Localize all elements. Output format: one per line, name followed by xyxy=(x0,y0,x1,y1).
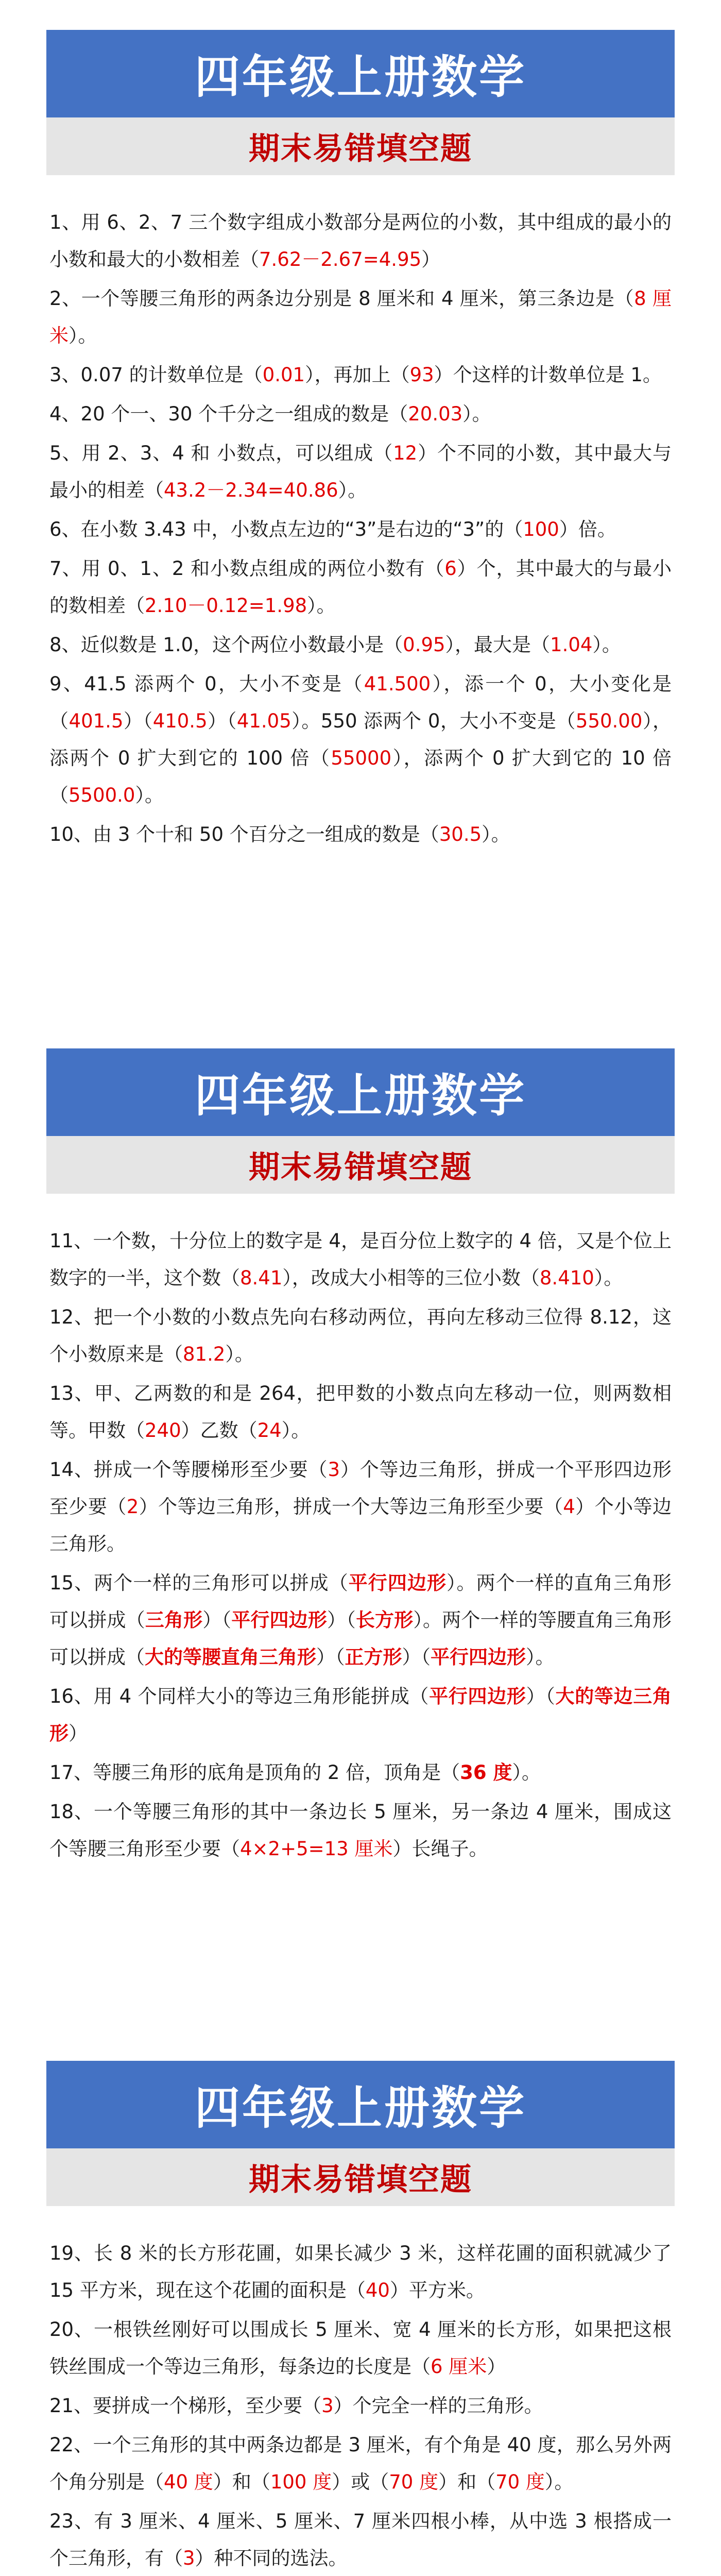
question-item xyxy=(49,396,672,433)
question-item xyxy=(49,511,672,548)
subtitle-banner: 期末易错填空题 xyxy=(46,1136,675,1194)
question-item xyxy=(49,204,672,278)
answer-text: 410.5 xyxy=(152,710,208,732)
question-text: ）个等边三角形，拼成一个平形四边形至少要（ xyxy=(49,1459,672,1518)
answer-text: 43.2－2.34=40.86 xyxy=(164,479,338,501)
question-text: ）和（ xyxy=(438,2471,496,2493)
question-item xyxy=(49,2311,672,2385)
question-text: ）（ xyxy=(202,1609,232,1631)
question-text: ）（ xyxy=(402,1646,431,1668)
answer-text: 长方形 xyxy=(355,1609,414,1631)
question-text: 5、用 2、3、4 和 小数点，可以组成（ xyxy=(49,442,393,464)
question-text: ）个，其中最大的与最小的数相差（ xyxy=(49,557,672,617)
question-text: ）或（ xyxy=(332,2471,389,2493)
question-text: ） xyxy=(421,248,441,270)
answer-text: 6 xyxy=(444,557,457,580)
section-2 xyxy=(0,1028,721,2038)
question-text: ）平方米。 xyxy=(389,2279,485,2301)
question-text: ）。 xyxy=(225,1343,254,1365)
answer-text: 81.2 xyxy=(183,1343,226,1365)
question-item xyxy=(49,2503,672,2576)
answer-text: 2.10－0.12=1.98 xyxy=(145,595,307,617)
question-text: ）（ xyxy=(123,710,153,732)
question-item xyxy=(49,1793,672,1868)
answer-text: 三角形 xyxy=(145,1609,203,1631)
answer-text: 12 xyxy=(393,442,418,464)
question-text: 11、一个数，十分位上的数字是 4，是百分位上数字的 4 倍，又是个位上数字的一半，这个数（ xyxy=(49,1230,672,1289)
answer-text: 4×2+5=13 厘米 xyxy=(240,1838,393,1860)
question-text: 22、一个三角形的其中两条边都是 3 厘米，有个角是 40 度，那么另外两个角分别是（ xyxy=(49,2434,672,2493)
answer-text: 100 xyxy=(523,518,559,540)
question-text: 6、在小数 3.43 中，小数点左边的“3”是右边的“3”的（ xyxy=(49,518,523,540)
answer-text: 8.41 xyxy=(240,1267,283,1289)
question-text: ）长绳子。 xyxy=(392,1838,488,1860)
answer-text: 8.410 xyxy=(539,1267,594,1289)
question-item xyxy=(49,2235,672,2309)
title-banner: 四年级上册数学 xyxy=(46,2061,675,2148)
question-text: ）（ xyxy=(327,1609,356,1631)
question-text: ），添一个 0，大小变化是（ xyxy=(49,673,672,732)
question-text: 13、甲、乙两数的和是 264，把甲数的小数点向左移动一位，则两数相等。甲数（ xyxy=(49,1382,672,1442)
answer-text: 100 度 xyxy=(270,2471,332,2493)
question-text: 8、近似数是 1.0，这个两位小数最小是（ xyxy=(49,634,403,656)
answer-text: 3 xyxy=(321,2395,334,2417)
answer-text: 平行四边形 xyxy=(231,1609,328,1631)
question-text: 14、拼成一个等腰梯形至少要（ xyxy=(49,1459,328,1481)
answer-text: 0.95 xyxy=(403,634,445,656)
question-item xyxy=(49,816,672,853)
question-item xyxy=(49,550,672,624)
answer-text: 70 度 xyxy=(495,2471,545,2493)
question-item xyxy=(49,357,672,394)
question-text: ）。 xyxy=(281,1419,311,1442)
section-1 xyxy=(0,0,721,1028)
question-text: 2、一个等腰三角形的两条边分别是 8 厘米和 4 厘米，第三条边是（ xyxy=(49,287,634,310)
answer-text: 3 xyxy=(183,2547,195,2569)
question-text: 17、等腰三角形的底角是顶角的 2 倍，顶角是（ xyxy=(49,1761,460,1784)
answer-text: 36 度 xyxy=(460,1761,512,1784)
question-text: 20、一根铁丝刚好可以围成长 5 厘米、宽 4 厘米的长方形，如果把这根铁丝围成一个等边三角形，每条边的长度是（ xyxy=(49,2318,672,2378)
question-text: ）。 xyxy=(135,784,164,806)
title-banner: 四年级上册数学 xyxy=(46,1048,675,1136)
question-text: 4、20 个一、30 个千分之一组成的数是（ xyxy=(49,403,408,425)
answer-text: 正方形 xyxy=(345,1646,402,1668)
answer-text: 2 xyxy=(126,1496,139,1518)
question-text: ）个等边三角形，拼成一个大等边三角形至少要（ xyxy=(139,1496,563,1518)
question-text: ）倍。 xyxy=(559,518,616,540)
answer-text: 550.00 xyxy=(575,710,643,732)
question-text: 12、把一个小数的小数点先向右移动两位，再向左移动三位得 8.12，这个小数原来是（ xyxy=(49,1306,672,1365)
question-text: 9、41.5 添两个 0，大小不变是（ xyxy=(49,673,364,695)
answer-text: 平行四边形 xyxy=(431,1646,526,1668)
question-text: ） xyxy=(487,2355,506,2378)
title-banner: 四年级上册数学 xyxy=(46,30,675,117)
answer-text: 大的等边三角形 xyxy=(49,1685,672,1744)
subtitle-banner: 期末易错填空题 xyxy=(46,2148,675,2206)
answer-text: 5500.0 xyxy=(68,784,135,806)
question-item xyxy=(49,1565,672,1676)
question-item xyxy=(49,626,672,664)
answer-text: 7.62－2.67=4.95 xyxy=(259,248,422,270)
question-item xyxy=(49,280,672,354)
question-text: ）乙数（ xyxy=(181,1419,258,1442)
question-text: ）个完全一样的三角形。 xyxy=(333,2395,543,2417)
question-text: 15、两个一样的三角形可以拼成（ xyxy=(49,1572,349,1594)
question-text: ）。 xyxy=(592,634,621,656)
answer-text: 41.05 xyxy=(236,710,291,732)
subtitle-banner: 期末易错填空题 xyxy=(46,117,675,175)
question-text: ）（ xyxy=(526,1685,556,1707)
question-list xyxy=(46,1223,675,1868)
question-text: ），添两个 0 扩大到它的 100 倍（ xyxy=(49,710,672,769)
answer-text: 30.5 xyxy=(439,823,482,845)
answer-text: 70 度 xyxy=(389,2471,439,2493)
question-text: ）。 xyxy=(482,823,510,845)
question-text: ），改成大小相等的三位小数（ xyxy=(282,1267,540,1289)
question-text: ）（ xyxy=(316,1646,345,1668)
answer-text: 55000 xyxy=(331,747,392,769)
question-text: ）种不同的选法。 xyxy=(195,2547,348,2569)
question-list xyxy=(46,204,675,853)
question-text: ）。 xyxy=(307,595,336,617)
answer-text: 8 厘米 xyxy=(49,287,672,347)
question-text: ）。 xyxy=(594,1267,623,1289)
question-text: ）（ xyxy=(207,710,237,732)
answer-text: 40 xyxy=(365,2279,390,2301)
answer-text: 240 xyxy=(145,1419,181,1442)
answer-text: 93 xyxy=(409,364,434,386)
question-text: ）。550 添两个 0，大小不变是（ xyxy=(291,710,576,732)
question-text: ）个不同的小数，其中最大与最小的相差（ xyxy=(49,442,672,501)
answer-text: 大的等腰直角三角形 xyxy=(145,1646,316,1668)
question-text: 21、要拼成一个梯形，至少要（ xyxy=(49,2395,322,2417)
question-text: 10、由 3 个十和 50 个百分之一组成的数是（ xyxy=(49,823,439,845)
question-text: ）个这样的计数单位是 1。 xyxy=(434,364,662,386)
question-text: 7、用 0、1、2 和小数点组成的两位小数有（ xyxy=(49,557,445,580)
answer-text: 3 xyxy=(328,1459,340,1481)
question-text: ）。 xyxy=(68,325,97,347)
question-text: ）个小等边三角形。 xyxy=(49,1496,672,1555)
answer-text: 40 度 xyxy=(164,2471,213,2493)
question-text: ），再加上（ xyxy=(305,364,410,386)
question-item xyxy=(49,666,672,814)
answer-text: 20.03 xyxy=(408,403,463,425)
question-item xyxy=(49,1678,672,1752)
question-item xyxy=(49,2387,672,2425)
question-text: ）。 xyxy=(462,403,491,425)
answer-text: 4 xyxy=(563,1496,575,1518)
question-item xyxy=(49,1754,672,1791)
question-text: ）。 xyxy=(526,1646,555,1668)
section-3 xyxy=(0,2038,721,2576)
answer-text: 0.01 xyxy=(262,364,305,386)
question-text: 16、用 4 个同样大小的等边三角形能拼成（ xyxy=(49,1685,430,1707)
answer-text: 6 厘米 xyxy=(431,2355,487,2378)
question-item xyxy=(49,435,672,509)
answer-text: 平行四边形 xyxy=(348,1572,447,1594)
question-text: ）。两个一样的直角三角形可以拼成（ xyxy=(49,1572,672,1631)
question-item xyxy=(49,1299,672,1373)
question-text: ）。 xyxy=(544,2471,574,2493)
answer-text: 41.500 xyxy=(364,673,431,695)
question-text: ）。 xyxy=(338,479,367,501)
question-item xyxy=(49,1451,672,1563)
question-text: 18、一个等腰三角形的其中一条边长 5 厘米，另一条边 4 厘米，围成这个等腰三角形至少要（ xyxy=(49,1801,672,1860)
question-text: 3、0.07 的计数单位是（ xyxy=(49,364,263,386)
question-text: ）。两个一样的等腰直角三角形可以拼成（ xyxy=(49,1609,672,1668)
question-text: ）。 xyxy=(512,1761,541,1784)
answer-text: 1.04 xyxy=(550,634,593,656)
question-text: 1、用 6、2、7 三个数字组成小数部分是两位的小数，其中组成的最小的小数和最大的小数相差（ xyxy=(49,211,672,270)
answer-text: 24 xyxy=(257,1419,282,1442)
question-item xyxy=(49,1375,672,1449)
question-list xyxy=(46,2235,675,2576)
question-text: ），添两个 0 扩大到它的 10 倍（ xyxy=(49,747,672,806)
question-item xyxy=(49,1223,672,1297)
question-text: ）和（ xyxy=(213,2471,270,2493)
answer-text: 401.5 xyxy=(68,710,124,732)
question-text: 23、有 3 厘米、4 厘米、5 厘米、7 厘米四根小棒，从中选 3 根搭成一个三角形，有（ xyxy=(49,2510,672,2569)
question-text: ） xyxy=(68,1722,88,1744)
question-item xyxy=(49,2427,672,2501)
question-text: 19、长 8 米的长方形花圃，如果长减少 3 米，这样花圃的面积就减少了 15 平方米，现在这个花圃的面积是（ xyxy=(49,2242,672,2301)
question-text: ），最大是（ xyxy=(445,634,551,656)
answer-text: 平行四边形 xyxy=(429,1685,526,1707)
